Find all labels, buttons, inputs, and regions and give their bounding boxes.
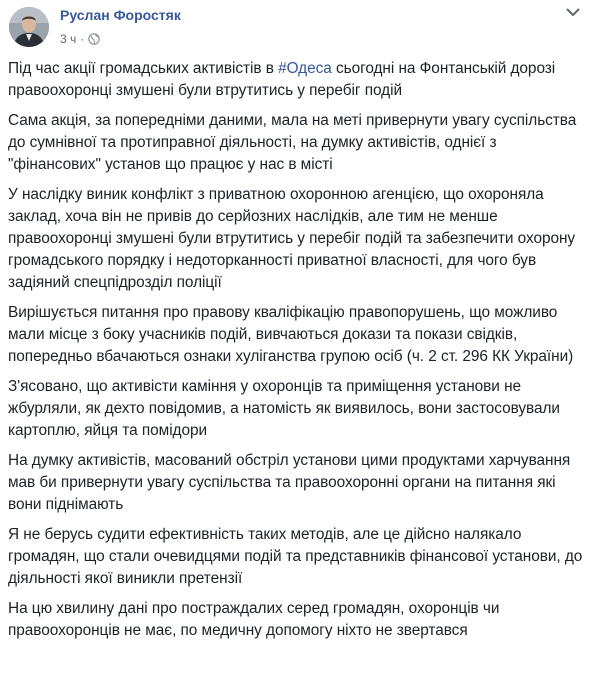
globe-icon[interactable] xyxy=(88,33,100,45)
paragraph-text-before: Під час акції громадських активістів в xyxy=(8,60,279,77)
post-meta xyxy=(60,30,100,48)
post-paragraph xyxy=(8,58,586,102)
author-avatar[interactable] xyxy=(9,7,49,47)
post-paragraph: Я не берусь судити ефективність таких методів, але це дійсно налякало громадян, що стали очевидцями подій та представників фінансової установи, до діяльності якої виникли претензії xyxy=(8,526,583,587)
meta-separator: · xyxy=(80,32,85,46)
avatar-photo xyxy=(9,7,49,47)
post-paragraph: На думку активістів, масований обстріл установи цими продуктами харчування мав би привернути увагу суспільства та правоохоронні органи на питання які вони піднімають xyxy=(8,452,571,513)
post-options-button[interactable] xyxy=(563,6,583,20)
paragraph-text-after: сьогодні на Фонтанській дорозі правоохоронці змушені були втрутитись у перебіг подій xyxy=(8,60,556,99)
post-timestamp[interactable]: 3 ч xyxy=(60,32,77,46)
author-name[interactable]: Руслан Форостяк xyxy=(60,7,181,23)
post-body xyxy=(8,58,586,650)
post-paragraph: Сама акція, за попередніми даними, мала на меті привернути увагу суспільства до сумнівної та протиправної діяльності, на думку активістів, однієї з "фінансових" установ що працює у нас в місті xyxy=(8,112,577,173)
post-paragraph: На цю хвилину дані про постраждалих серед громадян, охоронців чи правоохоронців не має, по медичну допомогу ніхто не звертався xyxy=(8,600,500,639)
post-paragraph: У наслідку виник конфлікт з приватною охоронною агенцією, що охороняла заклад, хоча він не привів до серйозних наслідків, але тим не менше правоохоронці змушені були втрутитись у перебіг подій та забезпечити охорону громадського порядку і недоторканності приватної власності, для чого був задіяний спецпідрозділ поліції xyxy=(8,186,576,291)
post-header xyxy=(0,0,593,58)
hashtag-link[interactable]: #Одеса xyxy=(278,60,332,77)
post-paragraph: Вирішується питання про правову кваліфікацію правопорушень, що можливо мали місце з боку учасників подій, вивчаються докази та покази свідків, попередньо вбачаються ознаки хуліганства групою осіб (ч. 2 ст. 296 КК України) xyxy=(8,304,574,365)
post-paragraph: З'ясовано, що активісти каміння у охоронців та приміщення установи не жбурляли, як дехто повідомив, а натомість як виявилось, вони застосовували картоплю, яйця та помідори xyxy=(8,378,560,439)
chevron-down-icon xyxy=(566,4,580,22)
